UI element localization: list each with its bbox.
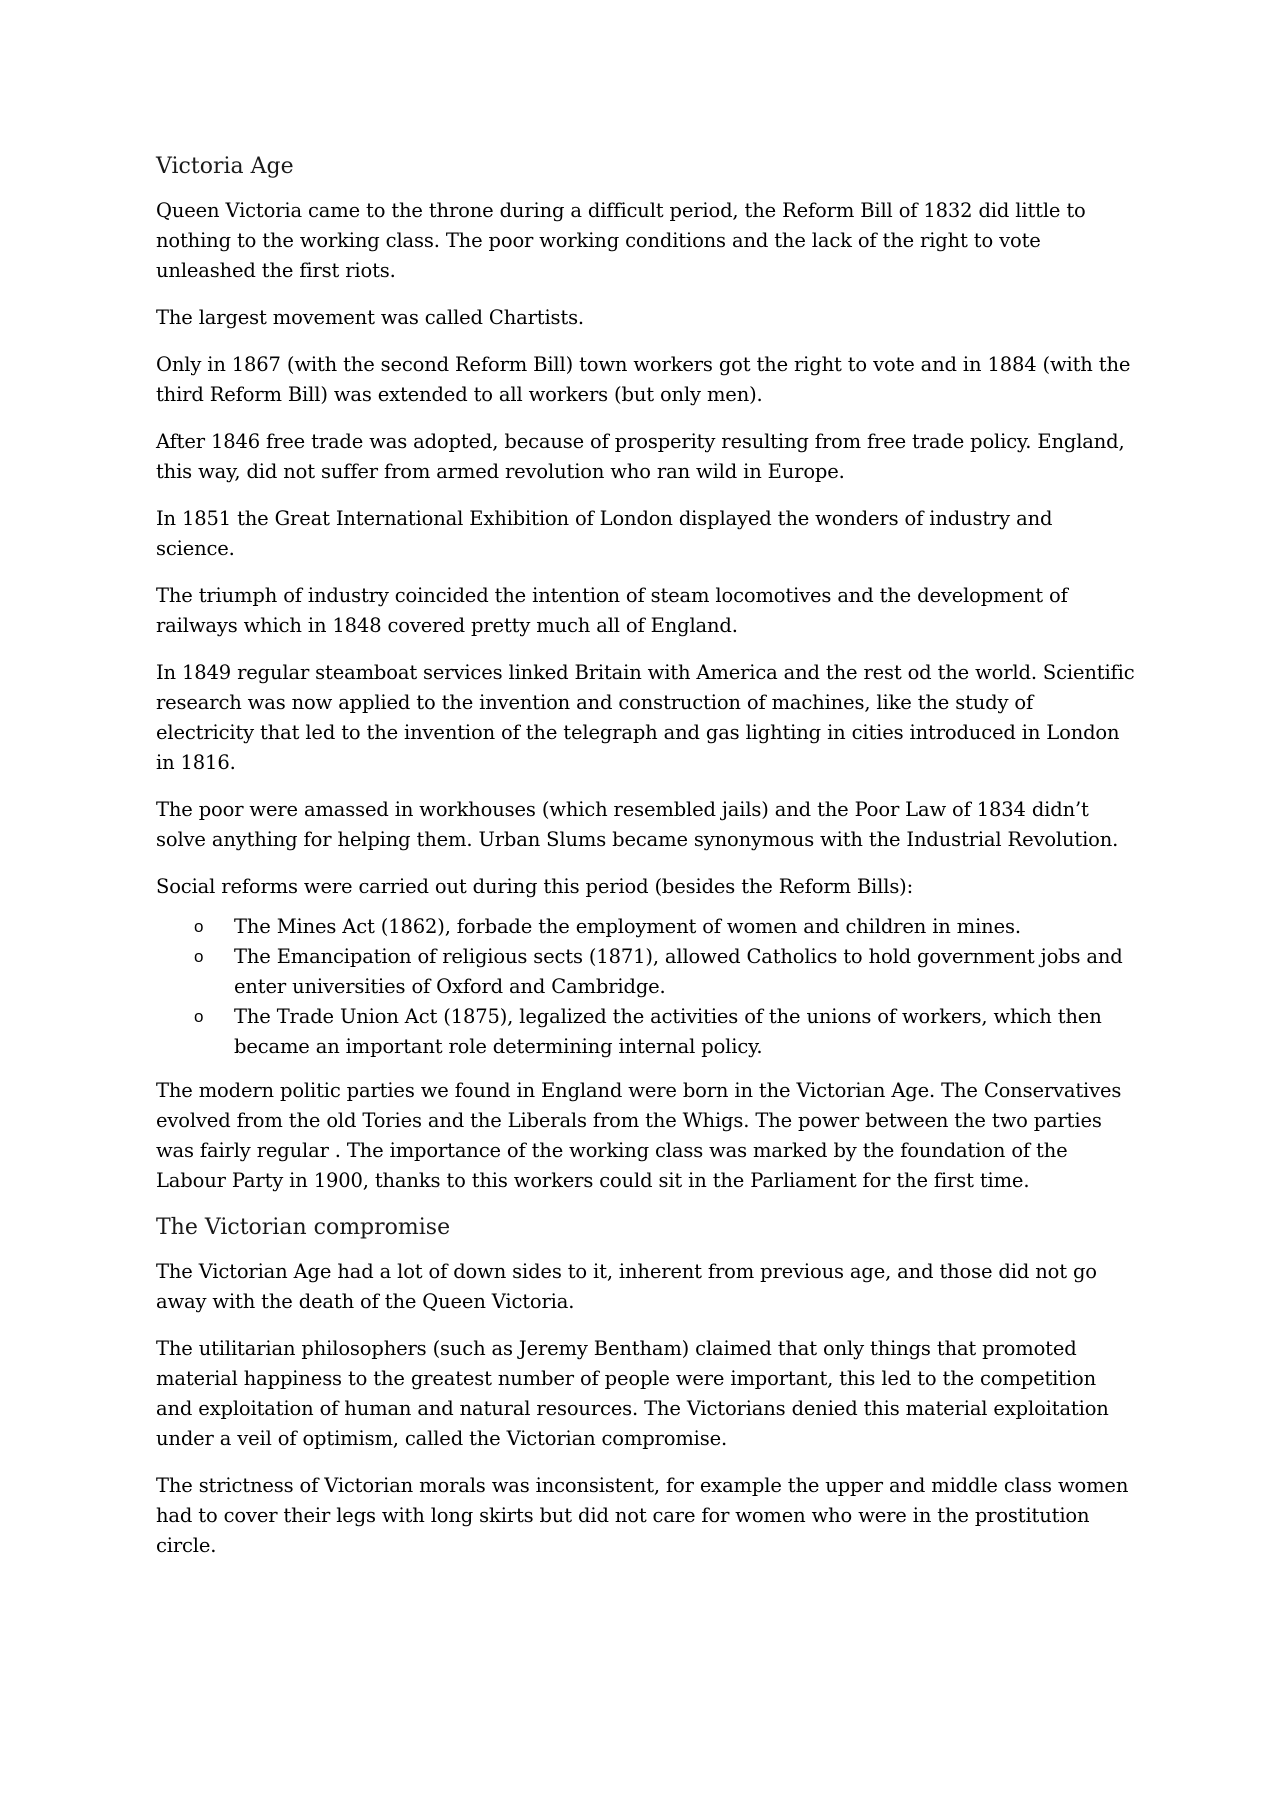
list-item-text: The Mines Act (1862), forbade the employment of women and children in mines. xyxy=(234,915,1021,938)
section-heading-victorian-compromise: The Victorian compromise xyxy=(156,1215,451,1240)
social-reforms-list xyxy=(156,912,1136,1062)
paragraph: After 1846 free trade was adopted, because of prosperity resulting from free trade policy. England, this way, did not suffer from armed revolution who ran wild in Europe. xyxy=(156,430,1125,483)
list-item xyxy=(156,942,1136,1002)
paragraph: The utilitarian philosophers (such as Jeremy Bentham) claimed that only things that promoted material happiness to the greatest number of people were important, this led to the competition and exploitation of human and natural resources. The Victorians denied this material exploitation under a veil of optimism, called the Victorian compromise. xyxy=(156,1337,1109,1450)
list-item-text: The Emancipation of religious sects (1871), allowed Catholics to hold government jobs and enter universities of Oxford and Cambridge. xyxy=(234,945,1123,998)
list-item-text: The Trade Union Act (1875), legalized the activities of the unions of workers, which then became an important role determining internal policy. xyxy=(234,1005,1102,1058)
paragraph: In 1851 the Great International Exhibition of London displayed the wonders of industry and science. xyxy=(156,507,1053,560)
paragraph: Queen Victoria came to the throne during a difficult period, the Reform Bill of 1832 did little to nothing to the working class. The poor working conditions and the lack of the right to vote unleashed the first riots. xyxy=(156,199,1086,282)
list-item xyxy=(156,1002,1136,1062)
paragraph: The largest movement was called Chartists. xyxy=(156,306,584,329)
circle-bullet-icon: o xyxy=(194,947,204,966)
paragraph: The poor were amassed in workhouses (which resembled jails) and the Poor Law of 1834 didn’t solve anything for helping them. Urban Slums became synonymous with the Industrial Revolution. xyxy=(156,798,1119,851)
paragraph: The Victorian Age had a lot of down sides to it, inherent from previous age, and those did not go away with the death of the Queen Victoria. xyxy=(156,1260,1097,1313)
paragraph: In 1849 regular steamboat services linked Britain with America and the rest od the world. Scientific research was now applied to the invention and construction of machines, like the study of electricity that led to the invention of the telegraph and gas lighting in cities introduced in London in 1816. xyxy=(156,661,1135,774)
paragraph: Social reforms were carried out during this period (besides the Reform Bills): xyxy=(156,875,914,898)
paragraph: The triumph of industry coincided the intention of steam locomotives and the development of railways which in 1848 covered pretty much all of England. xyxy=(156,584,1068,637)
paragraph: Only in 1867 (with the second Reform Bill) town workers got the right to vote and in 1884 (with the third Reform Bill) was extended to all workers (but only men). xyxy=(156,353,1131,406)
paragraph: The modern politic parties we found in England were born in the Victorian Age. The Conservatives evolved from the old Tories and the Liberals from the Whigs. The power between the two parties was fairly regular . The importance of the working class was marked by the foundation of the Labour Party in 1900, thanks to this workers could sit in the Parliament for the first time. xyxy=(156,1079,1122,1192)
circle-bullet-icon: o xyxy=(194,1007,204,1026)
circle-bullet-icon: o xyxy=(194,917,204,936)
paragraph: The strictness of Victorian morals was inconsistent, for example the upper and middle class women had to cover their legs with long skirts but did not care for women who were in the prostitution circle. xyxy=(156,1474,1129,1557)
list-item xyxy=(156,912,1136,942)
document-content xyxy=(156,152,1136,1578)
section-heading-victoria-age: Victoria Age xyxy=(156,154,294,179)
